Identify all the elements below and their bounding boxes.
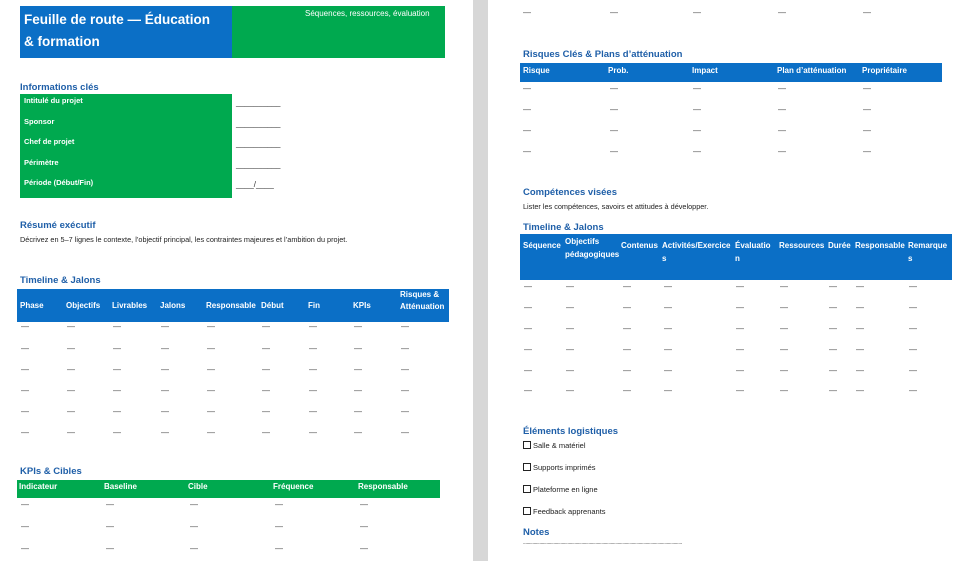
empty-cell: — <box>909 303 917 312</box>
page-gutter <box>473 0 488 561</box>
empty-cell: — <box>113 407 121 416</box>
empty-cell: — <box>693 8 701 17</box>
column-header: Risque <box>523 66 550 75</box>
empty-cell: — <box>21 322 29 331</box>
notes-line: ........................................................................................................................................ <box>523 540 682 546</box>
table-row <box>0 386 473 396</box>
empty-cell: — <box>309 322 317 331</box>
table-row <box>488 147 961 157</box>
empty-cell: — <box>524 345 532 354</box>
empty-cell: — <box>566 366 574 375</box>
risques-heading: Risques Clés & Plans d’atténuation <box>523 49 683 60</box>
empty-cell: — <box>856 303 864 312</box>
empty-cell: — <box>309 428 317 437</box>
empty-cell: — <box>401 386 409 395</box>
table-row <box>0 500 473 510</box>
empty-cell: — <box>736 386 744 395</box>
empty-cell: — <box>566 303 574 312</box>
column-header: Propriétaire <box>862 66 907 75</box>
column-header: Durée <box>828 241 851 250</box>
empty-cell: — <box>909 282 917 291</box>
empty-cell: — <box>664 366 672 375</box>
empty-cell: — <box>856 324 864 333</box>
checkbox-icon[interactable] <box>523 441 531 449</box>
empty-cell: — <box>523 105 531 114</box>
empty-cell: — <box>623 282 631 291</box>
table-row <box>488 84 961 94</box>
column-header: Indicateur <box>19 482 58 491</box>
empty-cell: — <box>693 126 701 135</box>
empty-cell: — <box>360 544 368 553</box>
empty-cell: — <box>21 522 29 531</box>
empty-cell: — <box>161 344 169 353</box>
empty-cell: — <box>161 386 169 395</box>
column-header: Évaluation <box>735 241 771 263</box>
info-value: __________ <box>236 160 281 169</box>
column-header: Séquence <box>523 241 561 250</box>
empty-cell: — <box>856 345 864 354</box>
empty-cell: — <box>106 522 114 531</box>
empty-cell: — <box>354 322 362 331</box>
empty-cell: — <box>693 105 701 114</box>
checklist-item <box>523 463 596 472</box>
logistique-heading: Éléments logistiques <box>523 426 619 437</box>
empty-cell: — <box>524 386 532 395</box>
empty-cell: — <box>829 386 837 395</box>
empty-cell: — <box>780 324 788 333</box>
empty-cell: — <box>262 322 270 331</box>
empty-cell: — <box>829 345 837 354</box>
table-row <box>0 365 473 375</box>
empty-cell: — <box>780 366 788 375</box>
empty-cell: — <box>275 544 283 553</box>
empty-cell: — <box>909 345 917 354</box>
empty-cell: — <box>778 147 786 156</box>
column-header: Jalons <box>160 301 186 310</box>
empty-cell: — <box>21 428 29 437</box>
empty-cell: — <box>275 500 283 509</box>
empty-cell: — <box>401 407 409 416</box>
empty-cell: — <box>736 345 744 354</box>
empty-cell: — <box>524 282 532 291</box>
empty-cell: — <box>161 322 169 331</box>
empty-cell: — <box>623 366 631 375</box>
empty-cell: — <box>113 428 121 437</box>
empty-cell: — <box>262 428 270 437</box>
empty-cell: — <box>566 324 574 333</box>
info-label: Sponsor <box>24 117 55 126</box>
info-label: Chef de projet <box>24 137 75 146</box>
empty-cell: — <box>21 386 29 395</box>
empty-cell: — <box>829 282 837 291</box>
column-header: Cible <box>188 482 208 491</box>
checklist-item <box>523 507 606 516</box>
checklist-label: Feedback apprenants <box>533 507 606 516</box>
empty-cell: — <box>67 428 75 437</box>
empty-cell: — <box>909 324 917 333</box>
competences-text: Lister les compétences, savoirs et attitudes à développer. <box>523 202 709 211</box>
empty-cell: — <box>664 303 672 312</box>
resume-heading: Résumé exécutif <box>20 220 96 231</box>
empty-cell: — <box>401 344 409 353</box>
column-header: Baseline <box>104 482 137 491</box>
resume-text: Décrivez en 5–7 lignes le contexte, l’objectif principal, les contraintes majeures et l’ambition du projet. <box>20 235 348 244</box>
timeline-right-heading: Timeline & Jalons <box>523 222 604 233</box>
empty-cell: — <box>693 84 701 93</box>
empty-cell: — <box>354 386 362 395</box>
table-row <box>488 366 961 376</box>
kpis-heading: KPIs & Cibles <box>20 466 82 477</box>
empty-cell: — <box>909 366 917 375</box>
title-line-1: Feuille de route — Éducation <box>24 12 211 27</box>
column-header: Phase <box>20 301 44 310</box>
column-header: Risques & Atténuation <box>400 290 445 311</box>
table-row <box>0 428 473 438</box>
empty-cell: — <box>262 365 270 374</box>
empty-cell: — <box>354 407 362 416</box>
info-label: Période (Début/Fin) <box>24 178 94 187</box>
empty-cell: — <box>360 500 368 509</box>
empty-cell: — <box>523 84 531 93</box>
info-value: ____/____ <box>236 180 274 189</box>
table-row <box>488 8 961 18</box>
column-header: Début <box>261 301 284 310</box>
empty-cell: — <box>354 365 362 374</box>
empty-cell: — <box>309 386 317 395</box>
empty-cell: — <box>161 407 169 416</box>
empty-cell: — <box>113 322 121 331</box>
empty-cell: — <box>21 365 29 374</box>
empty-cell: — <box>113 365 121 374</box>
table-row <box>488 386 961 396</box>
info-value: __________ <box>236 119 281 128</box>
table-row <box>488 282 961 292</box>
empty-cell: — <box>736 282 744 291</box>
empty-cell: — <box>360 522 368 531</box>
empty-cell: — <box>863 126 871 135</box>
empty-cell: — <box>736 366 744 375</box>
info-heading: Informations clés <box>20 82 99 93</box>
empty-cell: — <box>113 386 121 395</box>
empty-cell: — <box>67 386 75 395</box>
empty-cell: — <box>909 386 917 395</box>
table-row <box>488 126 961 136</box>
empty-cell: — <box>829 303 837 312</box>
empty-cell: — <box>275 522 283 531</box>
empty-cell: — <box>524 366 532 375</box>
empty-cell: — <box>207 344 215 353</box>
column-header: Fréquence <box>273 482 314 491</box>
empty-cell: — <box>693 147 701 156</box>
info-label: Périmètre <box>24 158 59 167</box>
empty-cell: — <box>161 428 169 437</box>
empty-cell: — <box>736 303 744 312</box>
empty-cell: — <box>207 365 215 374</box>
empty-cell: — <box>21 500 29 509</box>
empty-cell: — <box>207 322 215 331</box>
empty-cell: — <box>207 428 215 437</box>
document-subtitle: Séquences, ressources, évaluation <box>305 9 430 18</box>
table-row <box>488 324 961 334</box>
empty-cell: — <box>863 105 871 114</box>
table-row <box>0 544 473 554</box>
empty-cell: — <box>190 500 198 509</box>
info-value: __________ <box>236 139 281 148</box>
empty-cell: — <box>67 344 75 353</box>
empty-cell: — <box>354 428 362 437</box>
empty-cell: — <box>623 324 631 333</box>
empty-cell: — <box>623 303 631 312</box>
empty-cell: — <box>161 365 169 374</box>
empty-cell: — <box>106 544 114 553</box>
empty-cell: — <box>21 544 29 553</box>
empty-cell: — <box>67 365 75 374</box>
checkbox-icon[interactable] <box>523 485 531 493</box>
info-label: Intitulé du projet <box>24 96 83 105</box>
empty-cell: — <box>523 8 531 17</box>
checkbox-icon[interactable] <box>523 463 531 471</box>
column-header: Responsable <box>855 241 905 250</box>
empty-cell: — <box>21 407 29 416</box>
empty-cell: — <box>523 126 531 135</box>
column-header: Objectifs pédagogiques <box>565 237 620 259</box>
empty-cell: — <box>566 282 574 291</box>
empty-cell: — <box>401 365 409 374</box>
empty-cell: — <box>610 84 618 93</box>
empty-cell: — <box>829 366 837 375</box>
empty-cell: — <box>566 386 574 395</box>
empty-cell: — <box>780 282 788 291</box>
table-row <box>0 344 473 354</box>
empty-cell: — <box>309 407 317 416</box>
info-value: __________ <box>236 98 281 107</box>
column-header: Responsable <box>358 482 408 491</box>
column-header: KPIs <box>353 301 371 310</box>
empty-cell: — <box>863 147 871 156</box>
empty-cell: — <box>829 324 837 333</box>
empty-cell: — <box>778 126 786 135</box>
checklist-label: Salle & matériel <box>533 441 586 450</box>
column-header: Fin <box>308 301 320 310</box>
empty-cell: — <box>623 386 631 395</box>
empty-cell: — <box>524 324 532 333</box>
checklist-label: Supports imprimés <box>533 463 596 472</box>
table-row <box>488 105 961 115</box>
empty-cell: — <box>863 8 871 17</box>
empty-cell: — <box>21 344 29 353</box>
empty-cell: — <box>610 8 618 17</box>
empty-cell: — <box>780 345 788 354</box>
document-page-left <box>0 0 473 561</box>
empty-cell: — <box>780 303 788 312</box>
empty-cell: — <box>401 428 409 437</box>
empty-cell: — <box>207 386 215 395</box>
column-header: Impact <box>692 66 718 75</box>
column-header: Responsable <box>206 301 256 310</box>
column-header: Livrables <box>112 301 148 310</box>
empty-cell: — <box>190 544 198 553</box>
empty-cell: — <box>780 386 788 395</box>
empty-cell: — <box>664 324 672 333</box>
column-header: Ressources <box>779 241 825 250</box>
column-header: Objectifs <box>66 301 101 310</box>
empty-cell: — <box>610 126 618 135</box>
empty-cell: — <box>736 324 744 333</box>
column-header: Activités/Exercices <box>662 241 731 263</box>
empty-cell: — <box>856 366 864 375</box>
column-header: Remarques <box>908 241 948 263</box>
empty-cell: — <box>523 147 531 156</box>
column-header: Plan d’atténuation <box>777 66 847 75</box>
empty-cell: — <box>190 522 198 531</box>
empty-cell: — <box>863 84 871 93</box>
empty-cell: — <box>309 365 317 374</box>
empty-cell: — <box>67 407 75 416</box>
empty-cell: — <box>664 345 672 354</box>
empty-cell: — <box>856 282 864 291</box>
empty-cell: — <box>354 344 362 353</box>
empty-cell: — <box>113 344 121 353</box>
document-title <box>24 9 210 53</box>
title-line-2: & formation <box>24 34 100 49</box>
empty-cell: — <box>207 407 215 416</box>
empty-cell: — <box>524 303 532 312</box>
empty-cell: — <box>778 84 786 93</box>
checklist-item <box>523 485 598 494</box>
notes-heading: Notes <box>523 527 550 538</box>
empty-cell: — <box>262 386 270 395</box>
empty-cell: — <box>664 386 672 395</box>
checklist-label: Plateforme en ligne <box>533 485 598 494</box>
checkbox-icon[interactable] <box>523 507 531 515</box>
empty-cell: — <box>610 147 618 156</box>
empty-cell: — <box>664 282 672 291</box>
empty-cell: — <box>67 322 75 331</box>
empty-cell: — <box>623 345 631 354</box>
table-row <box>0 322 473 332</box>
timeline-left-heading: Timeline & Jalons <box>20 275 101 286</box>
empty-cell: — <box>401 322 409 331</box>
table-row <box>488 345 961 355</box>
table-row <box>0 522 473 532</box>
empty-cell: — <box>610 105 618 114</box>
empty-cell: — <box>778 8 786 17</box>
table-row <box>0 407 473 417</box>
competences-heading: Compétences visées <box>523 187 617 198</box>
empty-cell: — <box>856 386 864 395</box>
empty-cell: — <box>262 407 270 416</box>
column-header: Prob. <box>608 66 629 75</box>
empty-cell: — <box>309 344 317 353</box>
empty-cell: — <box>106 500 114 509</box>
empty-cell: — <box>566 345 574 354</box>
empty-cell: — <box>262 344 270 353</box>
table-row <box>488 303 961 313</box>
document-page-right <box>488 0 961 561</box>
empty-cell: — <box>778 105 786 114</box>
column-header: Contenus <box>621 241 658 250</box>
checklist-item <box>523 441 586 450</box>
